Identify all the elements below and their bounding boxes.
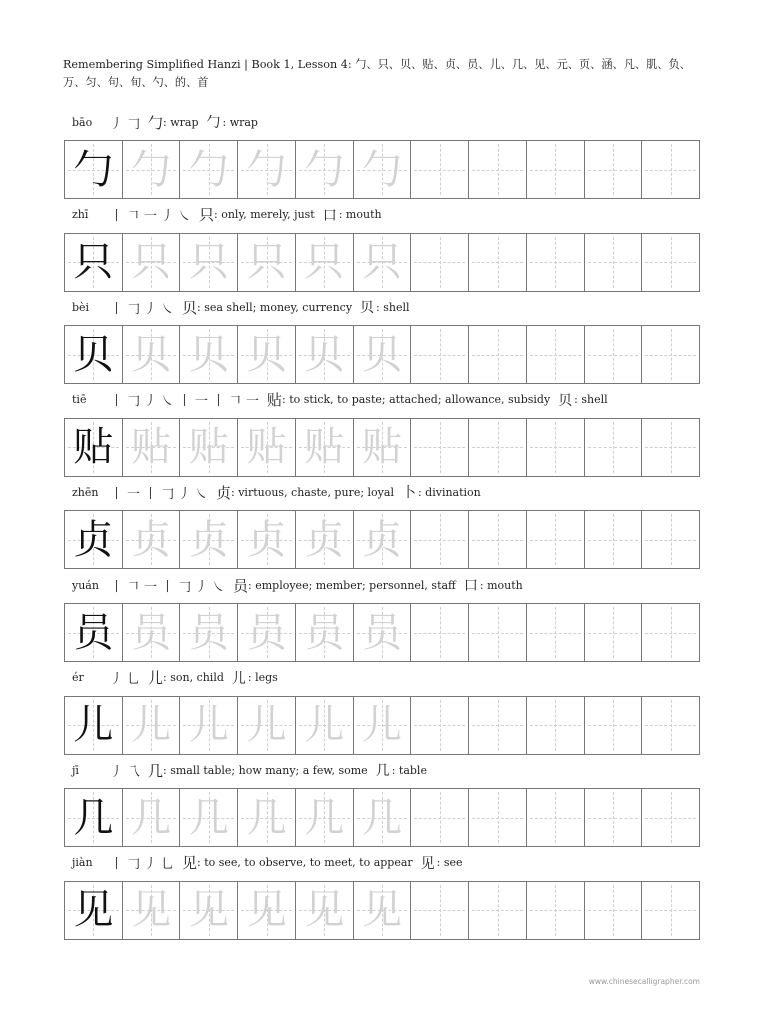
blank-practice-cell [411, 234, 469, 291]
character-meaning: : son, child [163, 671, 224, 685]
blank-practice-cell [585, 882, 643, 939]
pinyin: zhēn [72, 485, 99, 499]
trace-cell [296, 511, 354, 568]
blank-practice-cell [411, 326, 469, 383]
trace-character: 见 [131, 887, 172, 934]
worksheet-title: Remembering Simplified Hanzi | Book 1, Lesson 4: 勹、只、贝、贴、贞、员、儿、几、见、元、页、涵、凡、肌、负、万、匀、句、旬、勺、的、首 [63, 58, 691, 89]
footer-url: www.chinesecalligrapher.com [588, 977, 700, 986]
character-meaning: : to see, to observe, to meet, to appear [197, 856, 413, 870]
radical-meaning: : mouth [338, 208, 382, 222]
model-character: 只 [73, 239, 114, 286]
trace-cell [238, 697, 296, 754]
trace-character: 贴 [304, 424, 345, 471]
character-info-line [72, 205, 708, 225]
stroke-step: 𠃌 [177, 579, 191, 595]
pinyin: bāo [72, 115, 93, 129]
stroke-order [108, 761, 142, 780]
trace-character: 见 [362, 887, 403, 934]
radical-meaning: : wrap [222, 115, 258, 129]
trace-cell [354, 511, 412, 568]
trace-cell [123, 326, 181, 383]
model-cell [65, 789, 123, 846]
trace-cell [296, 882, 354, 939]
character-label: 几 [148, 761, 164, 780]
model-character: 贴 [73, 424, 114, 471]
trace-character: 儿 [246, 702, 287, 749]
trace-cell [180, 326, 238, 383]
stroke-step: 丨 [109, 301, 123, 317]
blank-practice-cell [469, 789, 527, 846]
blank-practice-cell [411, 697, 469, 754]
practice-grid [64, 510, 700, 569]
blank-practice-cell [411, 511, 469, 568]
model-character: 见 [73, 887, 114, 934]
stroke-step: ㇏ [160, 301, 174, 317]
trace-character: 只 [304, 239, 345, 286]
trace-cell [354, 789, 412, 846]
trace-cell [123, 882, 181, 939]
trace-cell [238, 234, 296, 291]
model-character: 勹 [73, 146, 114, 193]
radical-character: 贝 [360, 300, 375, 317]
radical-character: 口 [322, 207, 337, 224]
trace-cell [296, 697, 354, 754]
practice-grid [64, 140, 700, 199]
character-meaning: : small table; how many; a few, some [163, 763, 368, 777]
trace-character: 只 [131, 239, 172, 286]
trace-character: 员 [304, 609, 345, 656]
blank-practice-cell [411, 604, 469, 661]
practice-grid [64, 881, 700, 940]
pinyin: jī [72, 763, 79, 777]
stroke-step: 乚 [160, 857, 174, 873]
trace-cell [123, 141, 181, 198]
stroke-order [108, 576, 227, 595]
trace-cell [123, 234, 181, 291]
practice-grid [64, 696, 700, 755]
trace-cell [180, 419, 238, 476]
trace-character: 贴 [246, 424, 287, 471]
model-character: 贞 [73, 516, 114, 563]
model-character: 几 [73, 794, 114, 841]
model-cell [65, 419, 123, 476]
blank-practice-cell [642, 326, 699, 383]
character-meaning: : employee; member; personnel, staff [248, 578, 456, 592]
character-label: 见 [182, 854, 198, 873]
trace-character: 勹 [131, 146, 172, 193]
pinyin: jiàn [72, 856, 93, 870]
stroke-step: ㇏ [194, 486, 208, 502]
stroke-step: 丨 [109, 857, 123, 873]
blank-practice-cell [469, 697, 527, 754]
stroke-step: ㇏ [211, 579, 225, 595]
blank-practice-cell [527, 141, 585, 198]
trace-character: 只 [362, 239, 403, 286]
radical-meaning: : shell [574, 393, 608, 407]
character-label: 贴 [267, 391, 283, 410]
trace-character: 几 [131, 794, 172, 841]
blank-practice-cell [469, 511, 527, 568]
model-cell [65, 511, 123, 568]
blank-practice-cell [642, 141, 699, 198]
character-info-line [72, 112, 708, 132]
stroke-step: 丿 [143, 301, 157, 317]
radical-meaning: : mouth [479, 578, 523, 592]
trace-character: 几 [304, 794, 345, 841]
trace-cell [296, 789, 354, 846]
blank-practice-cell [585, 604, 643, 661]
stroke-order [108, 205, 193, 224]
practice-grid [64, 788, 700, 847]
trace-cell [238, 604, 296, 661]
character-meaning: : wrap [163, 115, 199, 129]
stroke-step: 丨 [211, 394, 225, 410]
stroke-step: 乚 [126, 672, 140, 688]
radical-character: 几 [375, 763, 390, 780]
model-character: 儿 [73, 702, 114, 749]
radical-character: 勹 [206, 115, 221, 131]
model-character: 员 [73, 609, 114, 656]
trace-character: 贝 [362, 331, 403, 378]
stroke-step: 一 [194, 394, 208, 410]
trace-cell [180, 234, 238, 291]
trace-character: 贴 [188, 424, 229, 471]
blank-practice-cell [642, 234, 699, 291]
stroke-step: 丿 [143, 857, 157, 873]
blank-practice-cell [469, 234, 527, 291]
blank-practice-cell [585, 141, 643, 198]
trace-character: 贴 [362, 424, 403, 471]
character-label: 员 [233, 576, 249, 595]
blank-practice-cell [527, 789, 585, 846]
trace-character: 儿 [362, 702, 403, 749]
trace-character: 儿 [304, 702, 345, 749]
trace-cell [354, 419, 412, 476]
blank-practice-cell [642, 511, 699, 568]
trace-cell [180, 511, 238, 568]
trace-cell [180, 141, 238, 198]
trace-cell [354, 141, 412, 198]
practice-grid [64, 418, 700, 477]
character-info-line [72, 668, 708, 688]
stroke-step: 𠃌 [126, 301, 140, 317]
trace-cell [180, 697, 238, 754]
radical-character: 见 [420, 855, 435, 872]
trace-cell [354, 697, 412, 754]
character-label: 贞 [216, 483, 232, 502]
stroke-step: 丿 [177, 486, 191, 502]
stroke-step: 乁 [126, 764, 140, 780]
trace-cell [238, 141, 296, 198]
blank-practice-cell [642, 419, 699, 476]
trace-character: 贝 [131, 331, 172, 378]
trace-character: 见 [304, 887, 345, 934]
trace-character: 贝 [304, 331, 345, 378]
blank-practice-cell [642, 789, 699, 846]
stroke-step: 丿 [109, 764, 123, 780]
trace-cell [123, 511, 181, 568]
blank-practice-cell [585, 326, 643, 383]
stroke-order [108, 853, 176, 872]
stroke-step: 𠃌 [160, 486, 174, 502]
pinyin: tiē [72, 393, 87, 407]
pinyin: zhī [72, 208, 89, 222]
trace-cell [238, 511, 296, 568]
character-info-line [72, 390, 708, 410]
blank-practice-cell [411, 419, 469, 476]
trace-character: 贝 [246, 331, 287, 378]
stroke-step: 丨 [177, 394, 191, 410]
stroke-step: 丿 [143, 394, 157, 410]
model-character: 贝 [73, 331, 114, 378]
stroke-step: ㇏ [177, 209, 191, 225]
radical-character: 口 [463, 578, 478, 594]
trace-cell [296, 419, 354, 476]
trace-character: 只 [188, 239, 229, 286]
trace-character: 员 [246, 609, 287, 656]
stroke-step: 一 [143, 579, 157, 595]
trace-character: 员 [362, 609, 403, 656]
blank-practice-cell [469, 882, 527, 939]
blank-practice-cell [585, 789, 643, 846]
trace-character: 勹 [188, 146, 229, 193]
stroke-step: 丿 [109, 116, 123, 132]
radical-meaning: : legs [247, 671, 278, 685]
trace-cell [180, 789, 238, 846]
trace-character: 儿 [131, 702, 172, 749]
blank-practice-cell [585, 419, 643, 476]
radical-character: 贝 [558, 392, 573, 409]
stroke-step: 丨 [109, 486, 123, 502]
blank-practice-cell [642, 882, 699, 939]
trace-character: 贝 [188, 331, 229, 378]
stroke-order [108, 390, 261, 409]
model-cell [65, 141, 123, 198]
trace-character: 见 [188, 887, 229, 934]
blank-practice-cell [411, 141, 469, 198]
trace-character: 贞 [304, 516, 345, 563]
trace-cell [296, 326, 354, 383]
stroke-step: 丿 [194, 579, 208, 595]
character-meaning: : to stick, to paste; attached; allowance, subsidy [282, 393, 551, 407]
trace-character: 贴 [131, 424, 172, 471]
trace-character: 几 [362, 794, 403, 841]
blank-practice-cell [527, 882, 585, 939]
blank-practice-cell [527, 326, 585, 383]
blank-practice-cell [469, 326, 527, 383]
stroke-step: 丿 [109, 672, 123, 688]
character-label: 儿 [148, 669, 164, 688]
character-label: 勹 [148, 113, 164, 132]
model-cell [65, 604, 123, 661]
trace-character: 只 [246, 239, 287, 286]
stroke-step: 𠃍 [228, 394, 242, 410]
character-info-line [72, 575, 708, 595]
trace-character: 员 [188, 609, 229, 656]
character-meaning: : only, merely, just [214, 208, 315, 222]
trace-character: 贞 [131, 516, 172, 563]
radical-meaning: : see [436, 856, 463, 870]
character-info-line [72, 482, 708, 502]
stroke-step: 一 [126, 486, 140, 502]
stroke-step: 丿 [160, 209, 174, 225]
trace-cell [354, 326, 412, 383]
trace-character: 勹 [246, 146, 287, 193]
stroke-step: 一 [245, 394, 259, 410]
radical-character: 儿 [231, 670, 246, 687]
practice-grid [64, 603, 700, 662]
radical-character: 卜 [401, 485, 416, 502]
blank-practice-cell [585, 234, 643, 291]
trace-cell [238, 326, 296, 383]
model-cell [65, 326, 123, 383]
blank-practice-cell [527, 234, 585, 291]
model-cell [65, 697, 123, 754]
character-label: 只 [199, 206, 215, 225]
trace-character: 儿 [188, 702, 229, 749]
stroke-step: ㇏ [160, 394, 174, 410]
trace-cell [123, 604, 181, 661]
model-cell [65, 882, 123, 939]
blank-practice-cell [642, 604, 699, 661]
stroke-step: 𠃍 [126, 579, 140, 595]
stroke-step: 丨 [160, 579, 174, 595]
trace-cell [238, 882, 296, 939]
stroke-order [108, 483, 210, 502]
trace-character: 贞 [188, 516, 229, 563]
stroke-step: 𠃌 [126, 394, 140, 410]
trace-cell [296, 141, 354, 198]
pinyin: ér [72, 671, 84, 685]
stroke-step: 丨 [109, 209, 123, 225]
trace-character: 勹 [304, 146, 345, 193]
trace-cell [123, 697, 181, 754]
trace-character: 见 [246, 887, 287, 934]
trace-cell [238, 419, 296, 476]
stroke-order [108, 113, 142, 132]
blank-practice-cell [527, 604, 585, 661]
practice-grid [64, 233, 700, 292]
blank-practice-cell [411, 882, 469, 939]
character-label: 贝 [182, 298, 198, 317]
practice-grid [64, 325, 700, 384]
character-info-line [72, 853, 708, 873]
blank-practice-cell [585, 511, 643, 568]
trace-cell [123, 789, 181, 846]
pinyin: bèi [72, 300, 90, 314]
trace-character: 几 [246, 794, 287, 841]
trace-character: 勹 [362, 146, 403, 193]
stroke-order [108, 298, 176, 317]
character-meaning: : sea shell; money, currency [197, 300, 353, 314]
blank-practice-cell [411, 789, 469, 846]
trace-cell [296, 604, 354, 661]
trace-character: 贞 [246, 516, 287, 563]
stroke-step: 丨 [109, 394, 123, 410]
radical-meaning: : shell [376, 300, 410, 314]
blank-practice-cell [585, 697, 643, 754]
radical-meaning: : divination [417, 485, 481, 499]
stroke-step: 𠃌 [126, 116, 140, 132]
trace-cell [238, 789, 296, 846]
stroke-step: 丨 [109, 579, 123, 595]
trace-cell [180, 604, 238, 661]
stroke-step: 𠃌 [126, 857, 140, 873]
stroke-step: 丨 [143, 486, 157, 502]
character-info-line [72, 297, 708, 317]
pinyin: yuán [72, 578, 99, 592]
trace-cell [180, 882, 238, 939]
model-cell [65, 234, 123, 291]
trace-cell [354, 882, 412, 939]
blank-practice-cell [469, 419, 527, 476]
trace-character: 贞 [362, 516, 403, 563]
character-info-line [72, 760, 708, 780]
trace-cell [354, 234, 412, 291]
trace-cell [354, 604, 412, 661]
trace-character: 几 [188, 794, 229, 841]
stroke-step: 𠃍 [126, 209, 140, 225]
blank-practice-cell [469, 141, 527, 198]
character-meaning: : virtuous, chaste, pure; loyal [231, 485, 394, 499]
trace-character: 员 [131, 609, 172, 656]
blank-practice-cell [527, 419, 585, 476]
radical-meaning: : table [391, 763, 427, 777]
blank-practice-cell [527, 697, 585, 754]
trace-cell [123, 419, 181, 476]
blank-practice-cell [527, 511, 585, 568]
stroke-step: 一 [143, 209, 157, 225]
blank-practice-cell [642, 697, 699, 754]
stroke-order [108, 668, 142, 687]
trace-cell [296, 234, 354, 291]
blank-practice-cell [469, 604, 527, 661]
